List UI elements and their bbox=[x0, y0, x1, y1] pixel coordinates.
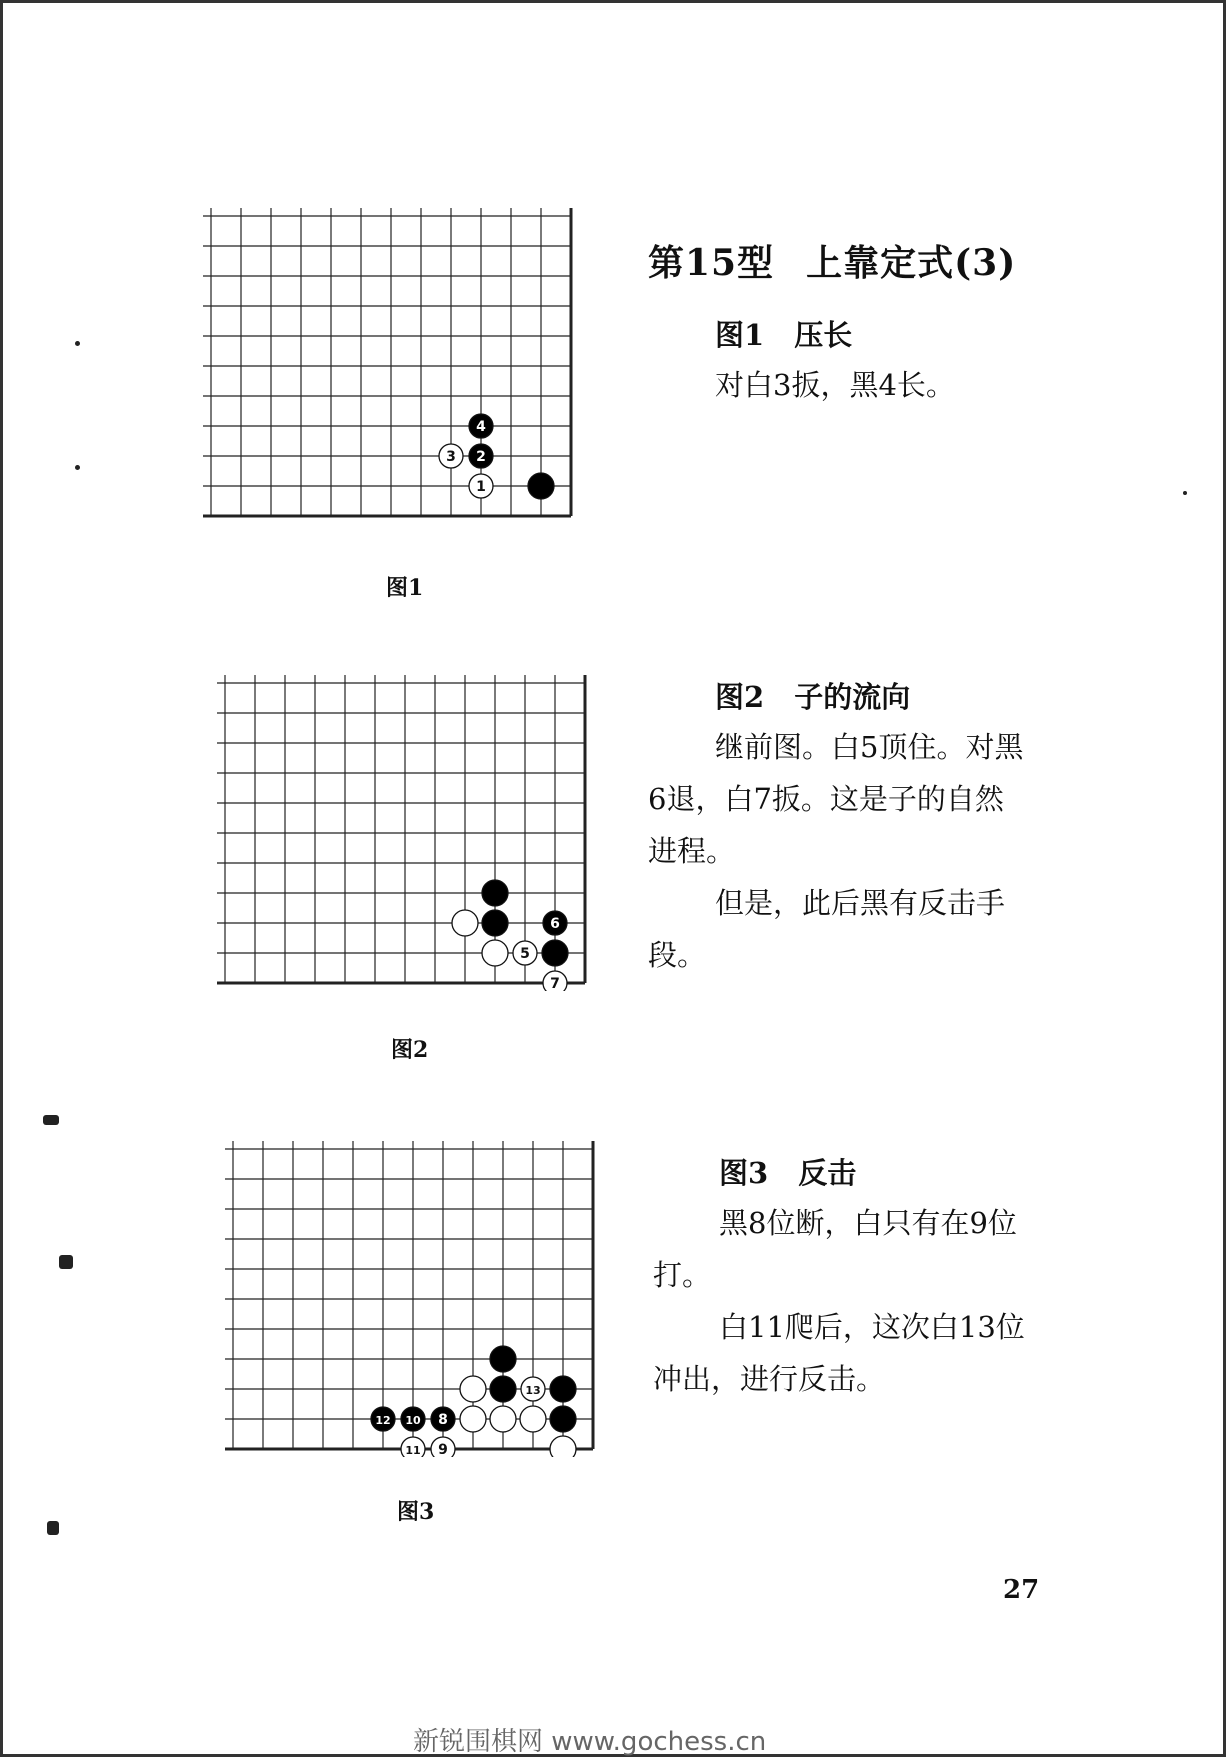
stone-circle bbox=[482, 880, 508, 906]
move-number: 5 bbox=[520, 946, 530, 962]
scan-speck bbox=[1183, 491, 1187, 495]
board-grid bbox=[217, 675, 595, 991]
white-stone bbox=[460, 1406, 486, 1432]
board-grid bbox=[203, 208, 581, 524]
diagram-3-heading: 图3 反击 bbox=[719, 1156, 857, 1190]
diagram-3-caption: 图3 bbox=[397, 1499, 435, 1525]
black-stone bbox=[482, 910, 508, 936]
move-number: 6 bbox=[550, 916, 560, 932]
stone-circle bbox=[550, 1436, 576, 1457]
stone-circle bbox=[460, 1376, 486, 1402]
black-stone bbox=[431, 1407, 455, 1431]
board-grid bbox=[225, 1141, 603, 1457]
stone-circle bbox=[482, 910, 508, 936]
stone-circle bbox=[490, 1406, 516, 1432]
text-line: 对白3扳，黑4长。 bbox=[715, 368, 955, 402]
white-stone bbox=[401, 1437, 425, 1457]
go-board-diagram-1 bbox=[203, 208, 581, 524]
black-stone bbox=[469, 444, 493, 468]
stone-circle bbox=[520, 1406, 546, 1432]
stone-circle bbox=[542, 940, 568, 966]
go-board-diagram-3 bbox=[225, 1141, 603, 1457]
diagram-3-text bbox=[653, 1197, 1025, 1405]
black-stone bbox=[550, 1406, 576, 1432]
diagram-1-heading: 图1 压长 bbox=[715, 318, 853, 352]
scan-speck bbox=[75, 341, 80, 346]
black-stone bbox=[482, 880, 508, 906]
black-stone bbox=[550, 1376, 576, 1402]
stone-circle bbox=[452, 910, 478, 936]
black-stone bbox=[543, 911, 567, 935]
text-line: 黑8位断，白只有在9位 bbox=[719, 1206, 1017, 1240]
move-number: 2 bbox=[476, 449, 486, 465]
white-stone bbox=[520, 1406, 546, 1432]
pattern-name: 上靠定式(3) bbox=[806, 242, 1017, 284]
white-stone bbox=[469, 474, 493, 498]
move-number: 13 bbox=[525, 1384, 541, 1397]
white-stone bbox=[550, 1436, 576, 1457]
diagram-2-caption: 图2 bbox=[391, 1037, 429, 1063]
move-number: 11 bbox=[405, 1444, 421, 1457]
black-stone bbox=[528, 473, 554, 499]
black-stone bbox=[401, 1407, 425, 1431]
scan-speck bbox=[59, 1255, 73, 1269]
white-stone bbox=[439, 444, 463, 468]
black-stone bbox=[490, 1346, 516, 1372]
move-number: 3 bbox=[446, 449, 456, 465]
text-line: 继前图。白5顶住。对黑 bbox=[715, 730, 1024, 764]
diagram-1-text bbox=[715, 359, 955, 411]
diagram-2-text bbox=[648, 721, 1023, 981]
black-stone bbox=[469, 414, 493, 438]
scan-speck bbox=[47, 1521, 59, 1535]
text-line: 冲出，进行反击。 bbox=[653, 1362, 886, 1396]
move-number: 8 bbox=[438, 1412, 448, 1428]
footer-watermark: 新锐围棋网 www.gochess.cn bbox=[413, 1727, 767, 1757]
move-number: 4 bbox=[476, 419, 486, 435]
page-title bbox=[648, 235, 1016, 286]
white-stone bbox=[521, 1377, 545, 1401]
text-line: 进程。 bbox=[648, 834, 736, 868]
white-stone bbox=[543, 971, 567, 991]
go-board-diagram-2 bbox=[217, 675, 595, 991]
text-line: 但是，此后黑有反击手 bbox=[715, 886, 1006, 920]
stone-circle bbox=[490, 1376, 516, 1402]
white-stone bbox=[482, 940, 508, 966]
white-stone bbox=[490, 1406, 516, 1432]
white-stone bbox=[452, 910, 478, 936]
move-number: 12 bbox=[375, 1414, 391, 1427]
stone-circle bbox=[550, 1406, 576, 1432]
stone-circle bbox=[550, 1376, 576, 1402]
black-stone bbox=[490, 1376, 516, 1402]
stone-circle bbox=[490, 1346, 516, 1372]
move-number: 7 bbox=[550, 976, 560, 991]
text-line: 白11爬后，这次白13位 bbox=[719, 1310, 1025, 1344]
white-stone bbox=[513, 941, 537, 965]
white-stone bbox=[431, 1437, 455, 1457]
stone-circle bbox=[528, 473, 554, 499]
page-number: 27 bbox=[1003, 1575, 1040, 1605]
move-number: 1 bbox=[476, 479, 486, 495]
move-number: 9 bbox=[438, 1442, 448, 1457]
black-stone bbox=[542, 940, 568, 966]
black-stone bbox=[371, 1407, 395, 1431]
diagram-1-caption: 图1 bbox=[386, 575, 424, 601]
stone-circle bbox=[482, 940, 508, 966]
diagram-2-heading: 图2 子的流向 bbox=[715, 680, 911, 714]
pattern-number: 第15型 bbox=[648, 242, 775, 284]
scan-speck bbox=[43, 1115, 59, 1125]
scan-speck bbox=[75, 465, 80, 470]
text-line: 段。 bbox=[648, 938, 707, 972]
move-number: 10 bbox=[405, 1414, 421, 1427]
text-line: 6退，白7扳。这是子的自然 bbox=[648, 782, 1004, 816]
text-line: 打。 bbox=[653, 1258, 712, 1292]
stone-circle bbox=[460, 1406, 486, 1432]
white-stone bbox=[460, 1376, 486, 1402]
